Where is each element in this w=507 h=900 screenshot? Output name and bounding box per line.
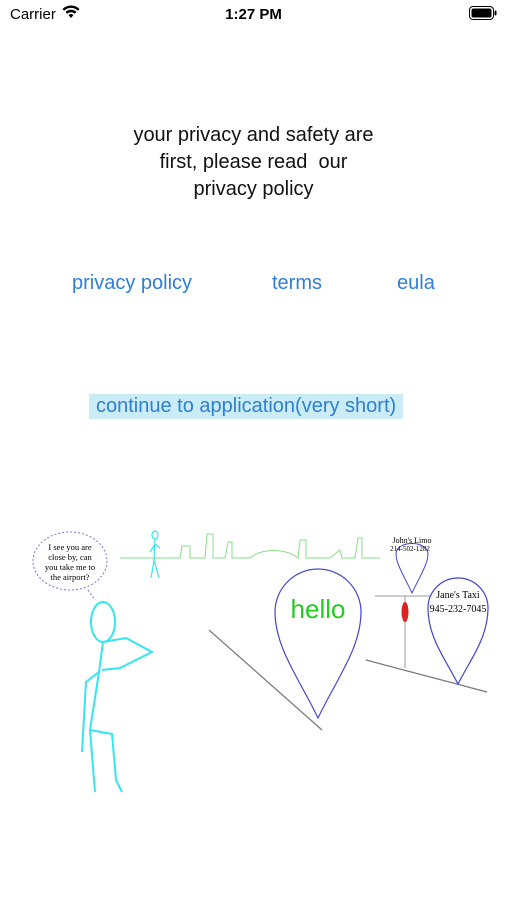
pin-hello-text: hello	[290, 594, 346, 624]
speech-line-1: I see you are	[48, 542, 92, 552]
johns-limo-label: John's Limo	[392, 536, 432, 545]
janes-taxi-pin	[428, 578, 488, 684]
person-figure	[82, 602, 152, 792]
continue-button[interactable]: continue to application(very short)	[89, 394, 403, 419]
carrier-label: Carrier	[10, 6, 56, 23]
message-line-1: your privacy and safety are	[133, 124, 374, 146]
status-bar	[0, 0, 507, 30]
johns-limo-pin	[390, 536, 431, 593]
skyline-drawing	[120, 534, 380, 558]
johns-limo-phone: 214-502-1282	[390, 545, 430, 553]
terms-link[interactable]: terms	[272, 272, 322, 294]
janes-taxi-label: Jane's Taxi	[436, 590, 480, 601]
hello-map-pin	[275, 569, 361, 718]
speech-line-2: close by, can	[48, 552, 92, 562]
speech-line-3: you take me to	[44, 562, 96, 572]
distant-figure	[150, 531, 160, 578]
janes-taxi-phone: 945-232-7045	[429, 604, 487, 615]
message-line-3: privacy policy	[193, 178, 314, 200]
privacy-message	[0, 122, 507, 203]
message-line-2: first, please read our	[159, 151, 348, 173]
stop-sign	[375, 596, 432, 668]
speech-bubble	[33, 532, 107, 600]
privacy-policy-link[interactable]: privacy policy	[72, 272, 193, 294]
eula-link[interactable]: eula	[397, 272, 435, 294]
illustration-image	[0, 520, 507, 810]
status-time: 1:27 PM	[225, 6, 282, 23]
speech-line-4: the airport?	[50, 572, 90, 582]
battery-icon	[469, 6, 497, 20]
